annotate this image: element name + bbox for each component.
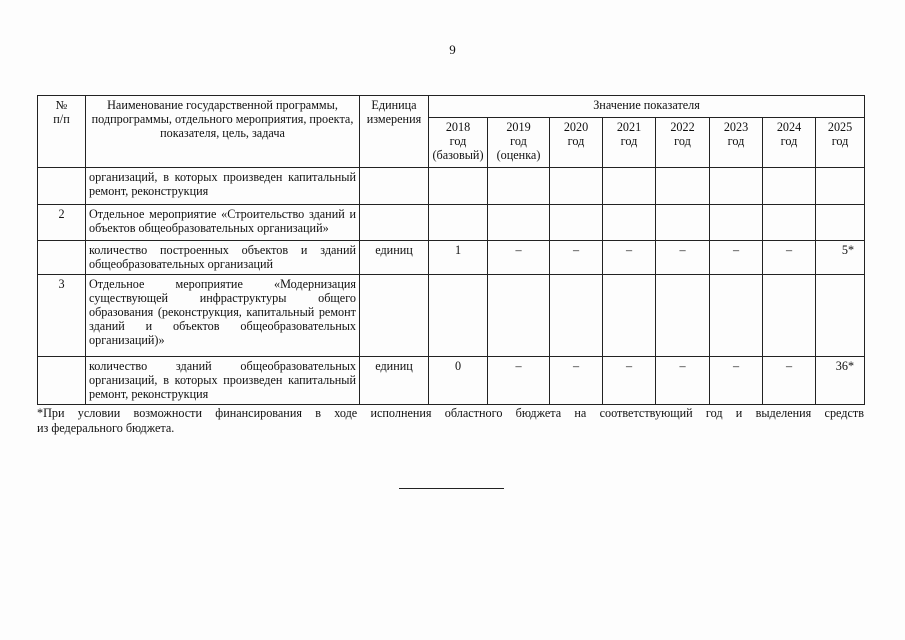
row-value-2: – xyxy=(550,357,603,405)
row-value-6 xyxy=(763,205,816,241)
row-num xyxy=(38,241,86,275)
row-value-0: 0 xyxy=(429,357,488,405)
row-value-5 xyxy=(710,205,763,241)
page-number: 9 xyxy=(449,42,456,57)
footnote xyxy=(37,406,864,435)
row-value-7: 36* xyxy=(816,357,865,405)
table-row xyxy=(38,275,865,357)
row-value-1 xyxy=(488,275,550,357)
header-year-label: год xyxy=(567,134,585,149)
row-value-0 xyxy=(429,168,488,205)
header-year-6 xyxy=(763,118,816,168)
end-rule xyxy=(399,488,504,489)
row-name: Отдельное мероприятие «Строительство зданий и объектов общеобразовательных организаций» xyxy=(86,205,360,241)
header-year-2 xyxy=(550,118,603,168)
row-unit xyxy=(360,168,429,205)
row-value-5 xyxy=(710,275,763,357)
header-row-1 xyxy=(38,96,865,118)
row-value-4 xyxy=(656,275,710,357)
header-year-number: 2023 xyxy=(723,120,749,134)
header-year-number: 2020 xyxy=(563,120,589,134)
header-unit: Единица измерения xyxy=(360,96,429,168)
header-year-label: год xyxy=(674,134,691,149)
header-year-number: 2025 xyxy=(827,120,853,134)
row-value-7 xyxy=(816,275,865,357)
row-name: Отдельное мероприятие «Модернизация существующей инфраструктуры общего образования (реконструкция, капитальный ремонт зданий и объектов общеобразовательных организаций)» xyxy=(86,275,360,357)
row-unit: единиц xyxy=(360,357,429,405)
row-value-6 xyxy=(763,275,816,357)
header-year-label: год xyxy=(620,134,638,149)
row-value-3 xyxy=(603,168,656,205)
header-year-1 xyxy=(488,118,550,168)
header-year-7 xyxy=(816,118,865,168)
row-value-7 xyxy=(816,205,865,241)
header-year-label: год xyxy=(780,134,798,149)
row-value-1 xyxy=(488,168,550,205)
table-row xyxy=(38,205,865,241)
row-value-3 xyxy=(603,205,656,241)
row-value-2 xyxy=(550,205,603,241)
row-value-6 xyxy=(763,168,816,205)
header-year-3 xyxy=(603,118,656,168)
row-value-2: – xyxy=(550,241,603,275)
indicators-table xyxy=(37,95,865,405)
table-row xyxy=(38,168,865,205)
row-value-6: – xyxy=(763,241,816,275)
row-value-1 xyxy=(488,205,550,241)
row-value-3: – xyxy=(603,357,656,405)
row-value-0 xyxy=(429,275,488,357)
row-value-3 xyxy=(603,275,656,357)
header-year-5 xyxy=(710,118,763,168)
table-row xyxy=(38,357,865,405)
row-num: 2 xyxy=(38,205,86,241)
row-unit: единиц xyxy=(360,241,429,275)
footnote-line-2: из федерального бюджета. xyxy=(37,420,175,435)
row-value-4 xyxy=(656,205,710,241)
row-value-3: – xyxy=(603,241,656,275)
row-name: количество зданий общеобразовательных организаций, в которых произведен капитальный ремонт, реконструкция xyxy=(86,357,360,405)
row-value-4: – xyxy=(656,241,710,275)
row-value-5 xyxy=(710,168,763,205)
header-year-4 xyxy=(656,118,710,168)
row-num xyxy=(38,168,86,205)
row-value-5: – xyxy=(710,241,763,275)
row-value-0 xyxy=(429,205,488,241)
row-name: организаций, в которых произведен капитальный ремонт, реконструкция xyxy=(86,168,360,205)
row-value-7 xyxy=(816,168,865,205)
row-value-5: – xyxy=(710,357,763,405)
row-unit xyxy=(360,205,429,241)
header-year-number: 2019 xyxy=(506,120,531,134)
header-num: № п/п xyxy=(38,96,86,168)
header-year-number: 2018 xyxy=(445,120,471,134)
header-year-label: год (базовый) xyxy=(432,134,484,163)
row-value-4: – xyxy=(656,357,710,405)
row-num: 3 xyxy=(38,275,86,357)
row-num xyxy=(38,357,86,405)
row-value-0: 1 xyxy=(429,241,488,275)
row-value-7: 5* xyxy=(816,241,865,275)
row-value-4 xyxy=(656,168,710,205)
row-value-2 xyxy=(550,168,603,205)
row-unit xyxy=(360,275,429,357)
row-value-6: – xyxy=(763,357,816,405)
header-year-number: 2024 xyxy=(776,120,802,134)
table-row xyxy=(38,241,865,275)
row-value-1: – xyxy=(488,241,550,275)
footnote-line-1: *При условии возможности финансирования в ходе исполнения областного бюджета на соответствующий год и выделения средств xyxy=(37,406,864,420)
header-value-group: Значение показателя xyxy=(429,96,865,118)
row-name: количество построенных объектов и зданий общеобразовательных организаций xyxy=(86,241,360,275)
header-year-label: год (оценка) xyxy=(496,134,541,163)
header-year-number: 2021 xyxy=(616,120,642,134)
header-year-label: год xyxy=(727,134,745,149)
header-name: Наименование государственной программы, подпрограммы, отдельного мероприятия, проекта, показателя, цель, задача xyxy=(86,96,360,168)
row-value-2 xyxy=(550,275,603,357)
header-year-label: год xyxy=(831,134,849,149)
header-year-0 xyxy=(429,118,488,168)
row-value-1: – xyxy=(488,357,550,405)
header-year-number: 2022 xyxy=(670,120,695,134)
